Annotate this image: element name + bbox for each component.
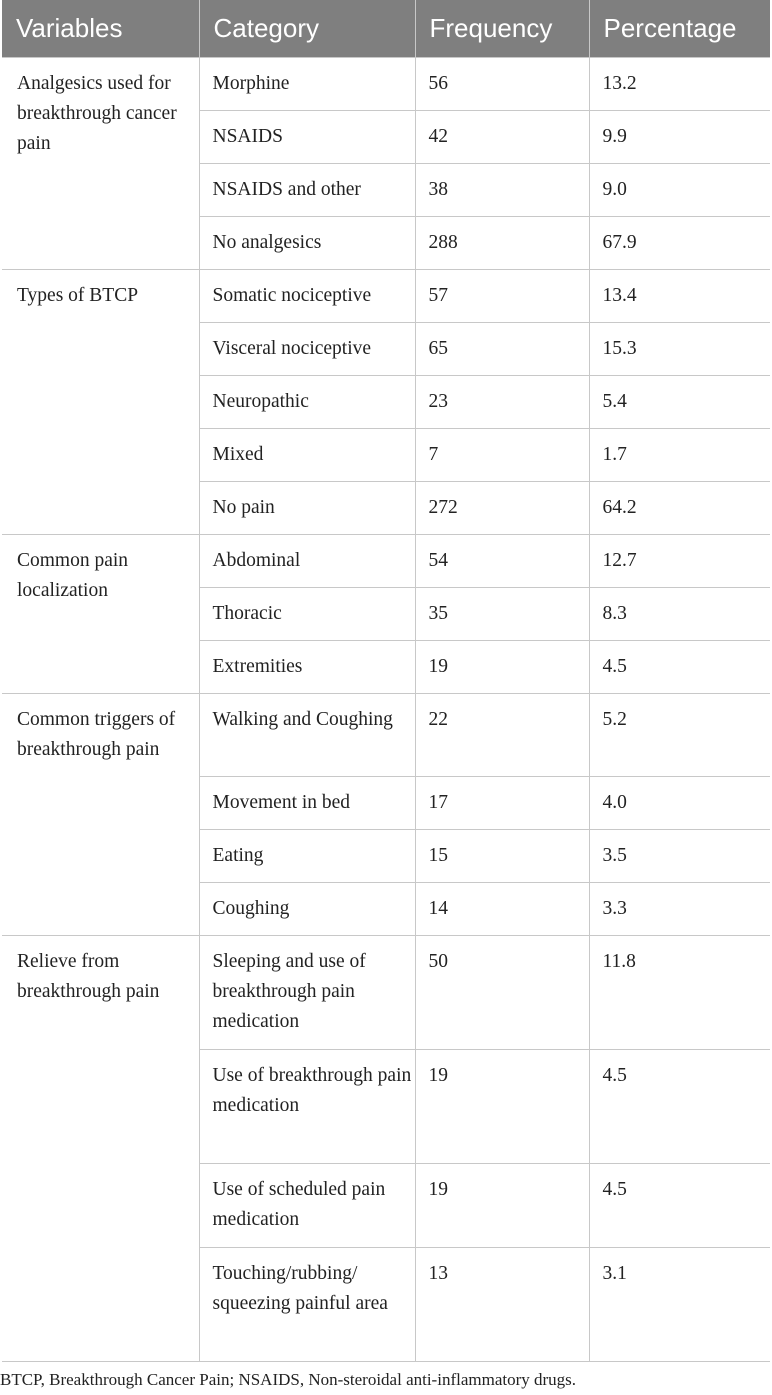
category-cell: Walking and Coughing	[199, 693, 415, 776]
data-table	[2, 0, 770, 1362]
percentage-cell: 67.9	[589, 216, 770, 269]
table-row	[2, 534, 770, 587]
percentage-cell: 8.3	[589, 587, 770, 640]
percentage-cell: 11.8	[589, 935, 770, 1049]
percentage-cell: 15.3	[589, 322, 770, 375]
percentage-cell: 4.5	[589, 1163, 770, 1247]
percentage-cell: 64.2	[589, 481, 770, 534]
percentage-cell: 13.2	[589, 57, 770, 110]
category-cell: Abdominal	[199, 534, 415, 587]
frequency-cell: 19	[415, 1163, 589, 1247]
percentage-cell: 1.7	[589, 428, 770, 481]
percentage-cell: 9.0	[589, 163, 770, 216]
category-cell: Use of scheduled pain medication	[199, 1163, 415, 1247]
percentage-cell: 5.2	[589, 693, 770, 776]
category-cell: Somatic nociceptive	[199, 269, 415, 322]
variable-cell: Types of BTCP	[2, 269, 199, 534]
frequency-cell: 42	[415, 110, 589, 163]
category-cell: Movement in bed	[199, 776, 415, 829]
category-cell: Neuropathic	[199, 375, 415, 428]
table-body	[2, 57, 770, 1361]
header-frequency: Frequency	[415, 0, 589, 57]
frequency-cell: 17	[415, 776, 589, 829]
category-cell: NSAIDS and other	[199, 163, 415, 216]
frequency-cell: 56	[415, 57, 589, 110]
percentage-cell: 5.4	[589, 375, 770, 428]
frequency-cell: 272	[415, 481, 589, 534]
category-cell: No analgesics	[199, 216, 415, 269]
header-variables: Variables	[2, 0, 199, 57]
percentage-cell: 13.4	[589, 269, 770, 322]
category-cell: Coughing	[199, 882, 415, 935]
table-row	[2, 269, 770, 322]
percentage-cell: 3.5	[589, 829, 770, 882]
percentage-cell: 4.0	[589, 776, 770, 829]
table-row	[2, 57, 770, 110]
frequency-cell: 50	[415, 935, 589, 1049]
category-cell: Touching/rubbing/ squeezing painful area	[199, 1247, 415, 1361]
table-header	[2, 0, 770, 57]
variable-cell: Common triggers of breakthrough pain	[2, 693, 199, 935]
table-row	[2, 935, 770, 1049]
frequency-cell: 38	[415, 163, 589, 216]
frequency-cell: 22	[415, 693, 589, 776]
percentage-cell: 12.7	[589, 534, 770, 587]
category-cell: Morphine	[199, 57, 415, 110]
frequency-cell: 57	[415, 269, 589, 322]
frequency-cell: 14	[415, 882, 589, 935]
percentage-cell: 4.5	[589, 640, 770, 693]
percentage-cell: 9.9	[589, 110, 770, 163]
frequency-cell: 65	[415, 322, 589, 375]
category-cell: No pain	[199, 481, 415, 534]
frequency-cell: 23	[415, 375, 589, 428]
category-cell: Thoracic	[199, 587, 415, 640]
variable-cell: Relieve from breakthrough pain	[2, 935, 199, 1361]
frequency-cell: 13	[415, 1247, 589, 1361]
category-cell: Sleeping and use of breakthrough pain medication	[199, 935, 415, 1049]
category-cell: Visceral nociceptive	[199, 322, 415, 375]
frequency-cell: 19	[415, 1049, 589, 1163]
variable-cell: Analgesics used for breakthrough cancer pain	[2, 57, 199, 269]
header-category: Category	[199, 0, 415, 57]
frequency-cell: 7	[415, 428, 589, 481]
category-cell: Use of breakthrough pain medication	[199, 1049, 415, 1163]
frequency-cell: 19	[415, 640, 589, 693]
table-row	[2, 693, 770, 776]
percentage-cell: 4.5	[589, 1049, 770, 1163]
header-percentage: Percentage	[589, 0, 770, 57]
frequency-cell: 54	[415, 534, 589, 587]
frequency-cell: 35	[415, 587, 589, 640]
category-cell: Extremities	[199, 640, 415, 693]
table-footnote: BTCP, Breakthrough Cancer Pain; NSAIDS, Non-steroidal anti-inflammatory drugs.	[0, 1370, 577, 1389]
percentage-cell: 3.3	[589, 882, 770, 935]
category-cell: Mixed	[199, 428, 415, 481]
variable-cell: Common pain localization	[2, 534, 199, 693]
frequency-cell: 15	[415, 829, 589, 882]
frequency-cell: 288	[415, 216, 589, 269]
percentage-cell: 3.1	[589, 1247, 770, 1361]
header-row	[2, 0, 770, 57]
category-cell: Eating	[199, 829, 415, 882]
category-cell: NSAIDS	[199, 110, 415, 163]
